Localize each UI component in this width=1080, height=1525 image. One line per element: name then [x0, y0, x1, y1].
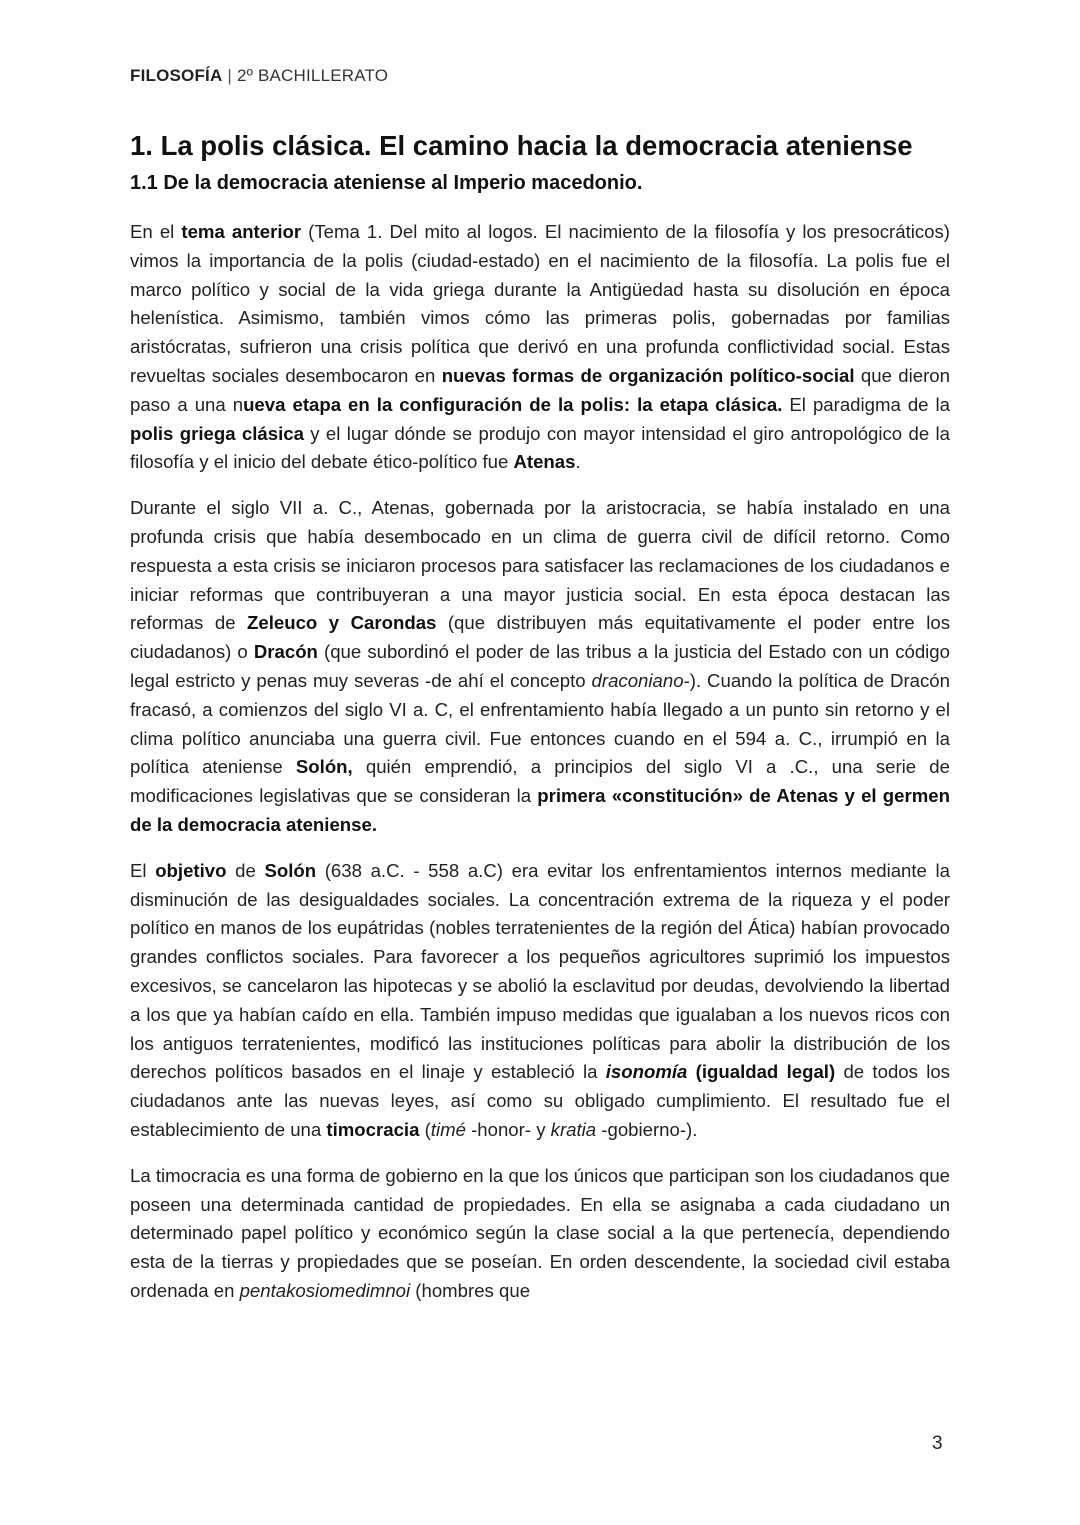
section-subtitle: 1.1 De la democracia ateniense al Imperio macedonio.: [130, 172, 643, 194]
header-separator: |: [227, 66, 233, 85]
paragraph-3: El objetivo de Solón (638 a.C. - 558 a.C) era evitar los enfrentamientos internos mediante la disminución de las desigualdades sociales. La concentración extrema de la riqueza y el poder político en manos de los eupátridas (nobles terratenientes de la región del Ática) habían provocado grandes conflictos sociales. Para favorecer a los pequeños agricultores suprimió los impuestos excesivos, se cancelaron las hipotecas y se abolió la esclavitud por deudas, devolviendo la libertad a los que ya habían caído en ella. También impuso medidas que igualaban a los nuevos ricos con los antiguos terratenientes, modificó las instituciones políticas para abolir la distribución de los derechos políticos basados en el linaje y estableció la isonomía (igualdad legal) de todos los ciudadanos ante las nuevas leyes, así como su obligado cumplimiento. El resultado fue el establecimiento de una timocracia (timé -honor- y kratia -gobierno-).: [130, 859, 950, 1140]
body-text: [130, 218, 950, 1323]
paragraph-2: Durante el siglo VII a. C., Atenas, gobernada por la aristocracia, se había instalado en una profunda crisis que había desembocado en un clima de guerra civil de difícil retorno. Como respuesta a esta crisis se iniciaron procesos para satisfacer las reclamaciones de los ciudadanos e iniciar reformas que contribuyeran a una mayor justicia social. En esta época destacan las reformas de Zeleuco y Carondas (que distribuyen más equitativamente el poder entre los ciudadanos) o Dracón (que subordinó el poder de las tribus a la justicia del Estado con un código legal estricto y penas muy severas -de ahí el concepto draconiano-). Cuando la política de Dracón fracasó, a comienzos del siglo VI a. C, el enfrentamiento había llegado a un punto sin retorno y el clima político anunciaba una guerra civil. Fue entonces cuando en el 594 a. C., irrumpió en la política ateniense Solón, quién emprendió, a principios del siglo VI a .C., una serie de modificaciones legislativas que se consideran la primera «constitución» de Atenas y el germen de la democracia ateniense.: [130, 497, 950, 835]
section-title: 1. La polis clásica. El camino hacia la democracia ateniense: [130, 130, 913, 161]
paragraph-1: En el tema anterior (Tema 1. Del mito al logos. El nacimiento de la filosofía y los presocráticos) vimos la importancia de la polis (ciudad-estado) en el nacimiento de la filosofía. La polis fue el marco político y social de la vida griega durante la Antigüedad hasta su disolución en época helenística. Asimismo, también vimos cómo las primeras polis, gobernadas por familias aristócratas, sufrieron una crisis política que derivó en una profunda conflictividad social. Estas revueltas sociales desembocaron en nuevas formas de organización político-social que dieron paso a una nueva etapa en la configuración de la polis: la etapa clásica. El paradigma de la polis griega clásica y el lugar dónde se produjo con mayor intensidad el giro antropológico de la filosofía y el inicio del debate ético-político fue Atenas.: [130, 221, 950, 473]
page-header: [130, 66, 388, 86]
header-subject: FILOSOFÍA: [130, 66, 223, 85]
header-course: 2º BACHILLERATO: [236, 66, 389, 85]
paragraph-4: La timocracia es una forma de gobierno en la que los únicos que participan son los ciudadanos que poseen una determinada cantidad de propiedades. En ella se asignaba a cada ciudadano un determinado papel político y económico según la clase social a la que pertenecía, dependiendo esta de la tierras y propiedades que se poseían. En orden descendente, la sociedad civil estaba ordenada en pentakosiomedimnoi (hombres que: [130, 1164, 950, 1301]
page-number: 3: [932, 1433, 943, 1454]
